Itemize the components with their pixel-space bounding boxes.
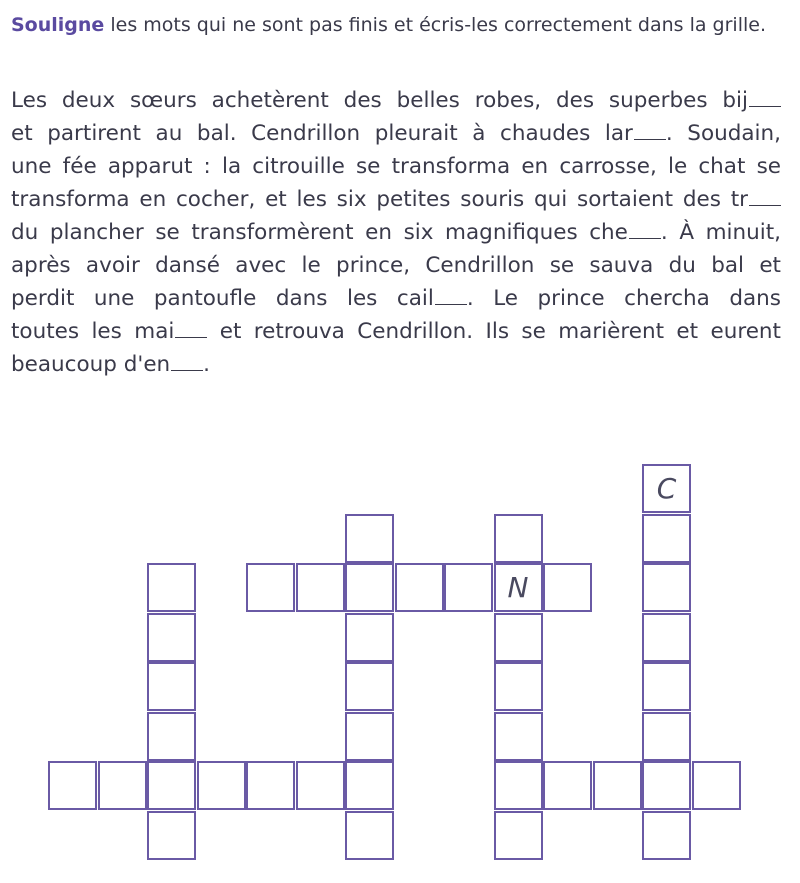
story-text-segment: et retrouva Cendrillon. Ils se marièrent et eurent [207,319,781,344]
grid-cell[interactable] [296,761,345,810]
grid-cell[interactable] [494,514,543,563]
story-text-segment: transforma en cocher, et les six petites souris qui sortaient des tr [11,187,748,212]
story-text-segment: perdit une pantoufle dans les cail [11,286,434,311]
grid-cell[interactable] [147,613,196,662]
grid-cell[interactable] [543,761,592,810]
grid-cell[interactable] [642,514,691,563]
grid-cell[interactable] [197,761,246,810]
grid-cell[interactable] [296,563,345,612]
grid-cell[interactable] [147,811,196,860]
story-text-segment: après avoir dansé avec le prince, Cendrillon se sauva du bal et [11,253,781,278]
story-text-segment: . Le prince chercha dans [466,286,781,311]
grid-cell[interactable] [642,811,691,860]
grid-cell[interactable] [147,563,196,612]
grid-cell[interactable] [395,563,444,612]
story-text-segment: toutes les mai [11,319,175,344]
instruction-keyword: Souligne [11,14,105,36]
grid-cell[interactable] [345,761,394,810]
story-text-segment: Les deux sœurs achetèrent des belles robes, des superbes bij [11,88,748,113]
given-letter: N [507,571,529,604]
grid-cell[interactable] [642,563,691,612]
grid-cell[interactable] [98,761,147,810]
grid-cell[interactable] [345,811,394,860]
story-text-segment: . [203,352,211,377]
grid-cell[interactable] [345,613,394,662]
story-text-segment: . Soudain, [665,121,781,146]
grid-cell[interactable] [494,761,543,810]
grid-cell[interactable] [494,811,543,860]
grid-cell[interactable] [345,712,394,761]
grid-cell[interactable] [147,761,196,810]
instruction-text: les mots qui ne sont pas finis et écris-les correctement dans la grille. [104,14,766,36]
grid-cell[interactable] [692,761,741,810]
grid-cell[interactable] [642,464,691,513]
story-text-segment: . À minuit, [660,220,782,245]
grid-cell[interactable] [642,613,691,662]
story-text-segment: du plancher se transformèrent en six magnifiques che [11,220,628,245]
grid-cell[interactable] [147,712,196,761]
grid-cell[interactable] [642,761,691,810]
story-text-segment: et partirent au bal. Cendrillon pleurait à chaudes lar [11,121,633,146]
grid-cell[interactable] [345,662,394,711]
grid-cell[interactable] [543,563,592,612]
grid-cell[interactable] [444,563,493,612]
grid-cell[interactable] [642,662,691,711]
grid-cell[interactable] [494,563,543,612]
grid-cell[interactable] [246,563,295,612]
story-text-segment: une fée apparut : la citrouille se transforma en carrosse, le chat se [11,154,781,179]
grid-cell[interactable] [48,761,97,810]
grid-cell[interactable] [642,712,691,761]
grid-cell[interactable] [494,712,543,761]
given-letter: C [656,472,677,505]
grid-cell[interactable] [246,761,295,810]
grid-cell[interactable] [345,563,394,612]
grid-cell[interactable] [494,662,543,711]
grid-cell[interactable] [494,613,543,662]
grid-cell[interactable] [345,514,394,563]
story-text-segment: beaucoup d'en [11,352,171,377]
grid-cell[interactable] [147,662,196,711]
grid-cell[interactable] [593,761,642,810]
